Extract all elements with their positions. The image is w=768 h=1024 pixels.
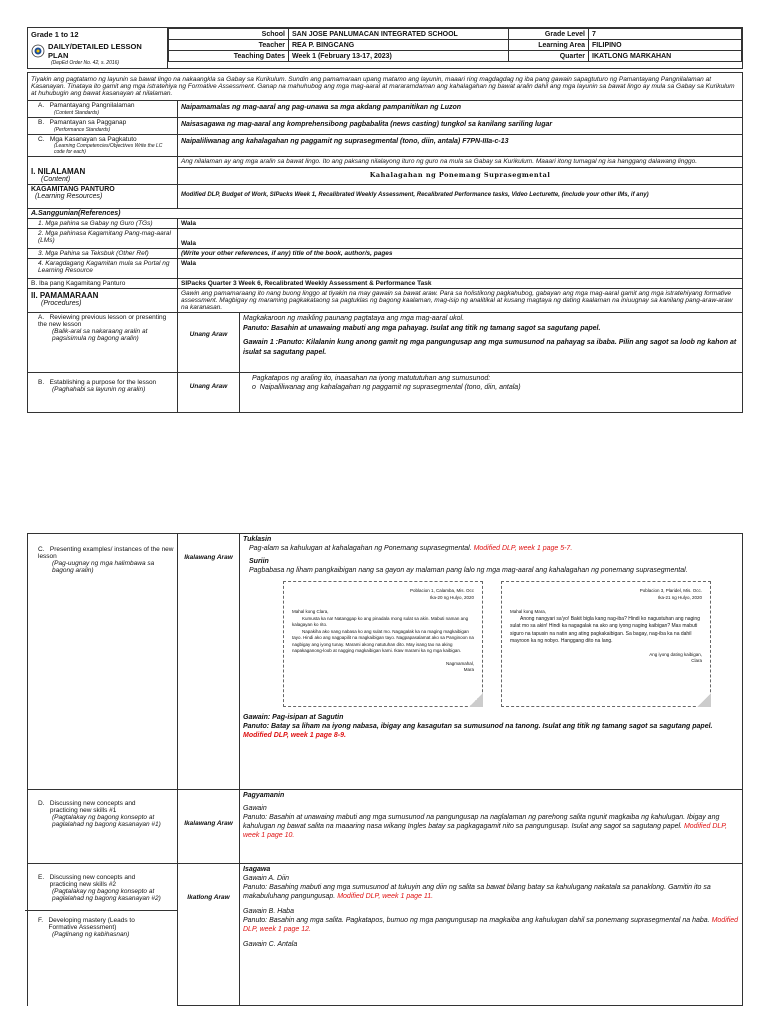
day-label: Ikalawang Araw: [178, 790, 240, 864]
teacher-label: Teacher: [169, 40, 289, 51]
learning-area-label: Learning Area: [509, 40, 589, 51]
procedure-row-a: A. Reviewing previous lesson or presenting the new lesson (Balik-aral sa nakaraang aralin at pagsisimula ng bagong aralin) Unang Araw Magkakaroon ng maikling paunang pagtataya ang mga mag-aaral ukol. Panuto: Basahin at unawaing mabuti ang mga pahayag. Isulat ang titik ng tamang sagot sa sagutang papel. Gawain 1 :Panuto: Kilalanin kung anong gamit ng mga pangungusap ang mga sumusunod na pahayag sa ibaba. Pilin ang sagot sa loob ng kahon at isulat sa sagutang papel.: [28, 313, 743, 373]
teaching-dates-value: Week 1 (February 13-17, 2023): [289, 51, 509, 62]
objective-value: Naisasagawa ng mag-aaral ang komprehensibong pagbabalita (news casting) tungkol sa kanilang sariling lugar: [178, 118, 743, 135]
objective-row: A. Pamantayang Pangnilalaman (Content Standards) Naipamamalas ng mag-aaral ang pag-unawa sa mga akdang pampanitikan ng Luzon: [28, 101, 743, 118]
learning-area-value: FILIPINO: [589, 40, 742, 51]
tuklasin-heading: Tuklasin: [243, 536, 272, 543]
lesson-plan-page-2: [27, 530, 743, 1006]
objective-value: Naipaliliwanag ang kahalagahan ng paggamit ng suprasegmental (tono, diin, antala) F7PN-IIIa-c-13: [178, 135, 743, 157]
procedure-row-c: C. Presenting examples/ instances of the new lesson (Pag-uugnay ng mga halimbawa sa bagong aralin) Ikalawang Araw Tuklasin Pag-alam sa kahulugan at kahalagahan ng Ponemang suprasegmental. Modified DLP, week 1 page 5-7. Suriin Pagbabasa ng liham pangkaibigan nang sa gayon ay malaman pang lalo ng mga mag-aaral ang kahalagahan ng ponemang suprasegmental. Poblacion 1, Calamba, Mis. Occ Ika-20 ng Hulyo, 2020 Mahal kong Clara, Kumusta ka na! Natanggap ko ang pinadala mong sulat sa akin. Mabuti naman ang kalagayan ko rito. Napakiha ako nang nabasa ko ang sulat mo. Nagagalak ka na maging magkaibigan tayo. Hindi ako ang nagpapilit na magkaibigan tayo. Nagpapasalamat ako sa Panginoon na nagbigay ang iyong tunay. Marami akong natutuhan dito. May isang tao na aking napakaganong-loob at nagging magkaibigan kami. Ikaw marami ka ng mga kaibigan. Nagmamahal, Mara Poblacion 3, Plaridel, Mis. Occ. Ika-21 ng Hulyo, 2020 Mahal kong Mara, Anong nangyari sa'yo! Bakit bigla kang nag-iba? Hindi ko nagustuhan ang naging sulat mo sa akin! Hindi ka nagagalak na ako ang iyong naging kaibigan? Mas mabuti siguro na tapusin na natin ang ating pagkakaibigan. Sa bagay, nag-iba ka na dahil mayroon ka ng nobyo. Hanggang dito na lang. Ang iyong dating kaibigan, Clara Gawain: Pag-isipan at Sagutin Panuto: Batay sa liham na iyong nabasa, ibigay ang kasagutan sa sumusunod na tanong. Isulat ang titik ng tamang sagot sa sagutang papel. Modified DLP, week 1 page 8-9.: [28, 534, 743, 790]
reference-row: 3. Mga Pahina sa Teksbuk (Other Ref) (Write your other references, if any) title of the book, author/s, pages: [28, 249, 743, 259]
grade-level-value: 7: [589, 29, 742, 40]
quarter-value: IKATLONG MARKAHAN: [589, 51, 742, 62]
reference-row: 1. Mga pahina sa Gabay ng Guro (TGs) Wala: [28, 219, 743, 229]
page-fold-icon: [469, 693, 483, 707]
school-value: SAN JOSE PANLUMACAN INTEGRATED SCHOOL: [289, 29, 509, 40]
plan-title: DAILY/DETAILED LESSON PLAN: [47, 42, 142, 60]
lesson-table-continued: [27, 533, 743, 1006]
other-resources-label: B. Iba pang Kagamitang Panturo: [28, 279, 178, 289]
page-fold-icon: [697, 693, 711, 707]
procedure-row-d: D. Discussing new concepts and practicing new skills #1 (Pagtalakay ng bagong konsepto at paglalahad ng bagong kasanayan #1) Ikalawang Araw Pagyamanin Gawain Panuto: Basahin at unawaing mabuti ang mga sumusunod na pangungusap na naglalaman ng parehong salita ngunit magkaiba ng kahulugan. Ibigay ang kahulugan ng bawat salita na maaaring nasa wikang Ingles batay sa pagkagagamit nito sa pangungusap. Isulat ang sagot sa sagutang papel. Modified DLP, week 1 page 10.: [28, 790, 743, 864]
day-label: Unang Araw: [178, 373, 240, 413]
procedure-row-f: F. Developing mastery (Leads to Formative Assessment) (Paglinang ng kabihasnan): [25, 910, 177, 938]
resources-label: KAGAMITANG PANTURO: [31, 186, 115, 193]
references-label: A.Sanggunian(References): [28, 209, 743, 219]
objective-value: Naipamamalas ng mag-aaral ang pag-unawa sa mga akdang pampanitikan ng Luzon: [178, 101, 743, 118]
header-block: [27, 27, 743, 69]
deped-order: (DepEd Order No. 42, s. 2016): [51, 60, 120, 66]
content-label: I. NILALAMAN: [31, 167, 86, 176]
quarter-label: Quarter: [509, 51, 589, 62]
objective-label: Pamantayang Pangnilalaman: [49, 102, 135, 109]
objective-row: C. Mga Kasanayan sa Pagkatuto (Learning Competencies/Objectives Write the LC code for each) Naipaliliwanag ang kahalagahan ng paggamit ng suprasegmental (tono, diin, antala) F7PN-IIIa-c-13: [28, 135, 743, 157]
deped-seal-icon: [31, 44, 45, 58]
other-resources-value: SIPacks Quarter 3 Week 6, Recalibrated Weekly Assessment & Performance Task: [178, 279, 743, 289]
day-label: Unang Araw: [178, 313, 240, 373]
day-label: Ikatlong Araw: [178, 864, 240, 1006]
suriin-heading: Suriin: [249, 558, 269, 565]
objective-label: Mga Kasanayan sa Pagkatuto: [49, 136, 137, 143]
procedures-label: II. PAMAMARAAN: [31, 291, 99, 300]
content-note: Ang nilalaman ay ang mga aralin sa bawat lingo. Ito ang paksang nilalayong ituro ng guro na mula sa Gabay sa Kurikulum. Maaari itong tumagal ng isa hanggang dalawang linggo.: [178, 157, 743, 168]
lesson-plan-page-1: [27, 27, 743, 413]
teaching-dates-label: Teaching Dates: [169, 51, 289, 62]
objective-label: Pamantayan sa Pagganap: [49, 119, 127, 126]
reference-row: 2. Mga pahinasa Kagamitang Pang-mag-aaral (LMs) Wala: [28, 229, 743, 249]
school-label: School: [169, 29, 289, 40]
reference-row: 4. Karagdagang Kagamitan mula sa Portal ng Learning Resource Wala: [28, 259, 743, 279]
day-label: Ikalawang Araw: [178, 534, 240, 790]
bullet-icon: o: [252, 384, 260, 391]
letter-card: Poblacion 3, Plaridel, Mis. Occ. Ika-21 ng Hulyo, 2020 Mahal kong Mara, Anong nangyari sa'yo! Bakit bigla kang nag-iba? Hindi ko nagustuhan ang naging sulat mo sa akin! Hindi ka nagagalak na ako ang iyong naging kaibigan? Mas mabuti siguro na tapusin na natin ang ating pagkakaibigan. Sa bagay, nag-iba ka na dahil mayroon ka ng nobyo. Hanggang dito na lang. Ang iyong dating kaibigan, Clara: [501, 581, 711, 707]
isagawa-heading: Isagawa: [243, 866, 271, 873]
letter-card: Poblacion 1, Calamba, Mis. Occ Ika-20 ng Hulyo, 2020 Mahal kong Clara, Kumusta ka na! Natanggap ko ang pinadala mong sulat sa akin. Mabuti naman ang kalagayan ko rito. Napakiha ako nang nabasa ko ang sulat mo. Nagagalak ka na maging magkaibigan tayo. Hindi ako ang nagpapilit na magkaibigan tayo. Nagpapasalamat ako sa Panginoon na nagbigay ang iyong tunay. Marami akong natutuhan dito. May isang tao na aking napakaganong-loob at nagging magkaibigan kami. Ikaw marami ka ng mga kaibigan. Nagmamahal, Mara: [283, 581, 483, 707]
procedure-row-e: E. Discussing new concepts and practicing new skills #2 (Pagtalakay ng bagong konsepto at paglalahad ng bagong kasanayan #2) F. Developing mastery (Leads to Formative Assessment) (Paglinang ng kabihasnan) Ikatlong Araw Isagawa Gawain A. Diin Panuto: Basahing mabuti ang mga sumusunod at tukuyin ang diin ng salita sa bawat bilang batay sa kahulugang nakatala sa panaklong. Gamitin ito sa makabuluhang pangungusap. Modified DLP, week 1 page 11. Gawain B. Haba Panuto: Basahin ang mga salita. Pagkatapos, bumuo ng mga pangungusap na magkaiba ang kahulugan dahil sa ponemang suprasegmental na haba. Modified DLP, week 1 page 12. Gawain C. Antala: [28, 864, 743, 1006]
header-left: [28, 28, 168, 68]
gawain-heading: Gawain: Pag-isipan at Sagutin: [243, 714, 344, 721]
teacher-value: REA P. BINGCANG: [289, 40, 509, 51]
objective-row: B. Pamantayan sa Pagganap (Performance Standards) Naisasagawa ng mag-aaral ang komprehensibong pagbabalita (news casting) tungkol sa kanilang sariling lugar: [28, 118, 743, 135]
procedure-row-b: B. Establishing a purpose for the lesson (Paghahabi sa layunin ng aralin) Unang Araw Pagkatapos ng araling ito, inaasahan na iyong matututuhan ang sumusunod: o Naipaliliwanag ang kahalagahan ng paggamit ng suprasegmental (tono, diin, antala): [28, 373, 743, 413]
grade-range: Grade 1 to 12: [31, 30, 79, 39]
letter-images: [283, 581, 739, 707]
lesson-table: Tiyakin ang pagtatamo ng layunin sa bawat lingo na nakaangkla sa Gabay sa Kurikulum. Sundin ang pamamaraan upang matamo ang layunin, maaari ring magdagdag ng iba pang gawain sapagtuturo ng Pamantayang Pangnilalaman at Kasanayan. Tinataya ito gamit ang mga istratehiya ng Formative Assessment. Ganap na mahuhubog ang mga mag-aaral at mararamdaman ang kahalagahan ng bawat aralin dahil ang mga layunin sa bawat lingo ay mula sa Gabay sa Kurikulum at huhubugin ang bawat kasanayan at nilalaman. A. Pamantayang Pangnilalaman (Content Standards) Naipamamalas ng mag-aaral ang pag-unawa sa mga akdang pampanitikan ng Luzon B. Pamantayan sa Pagganap (Performance Standards) Naisasagawa ng mag-aaral ang komprehensibong pagbabalita (news casting) tungkol sa kanilang sariling lugar C. Mga Kasanayan sa Pagkatuto (Learning Competencies/Objectives Write the LC code for each) Naipaliliwanag ang kahalagahan ng paggamit ng suprasegmental (tono, diin, antala) F7PN-IIIa-c-13 I. NILALAMAN (Content) Ang nilalaman ay ang mga aralin sa bawat lingo. Ito ang paksang nilalayong ituro ng guro na mula sa Gabay sa Kurikulum. Maaari itong tumagal ng isa hanggang dalawang linggo. Kahalagahan ng Ponemang Suprasegmental KAGAMITANG PANTURO (Learning Resources) Modified DLP, Budget of Work, SIPacks Week 1, Recalibrated Weekly Assessment, Recalibrated Performance tasks, Video Lecturette, (include your other IMs, if any) A.Sanggunian(References) 1. Mga pahina sa Gabay ng Guro (TGs) Wala 2. Mga pahinasa Kagamitang Pang-mag-aaral (LMs) Wala 3. Mga Pahina sa Teksbuk (Other Ref) (Write your other references, if any) title of the book, author/s, pages 4. Karagdagang Kagamitan mula sa Portal ng Learning Resource Wala B. Iba pang Kagamitang Panturo SIPacks Quarter 3 Week 6, Recalibrated Weekly Assessment & Performance Task II. PAMAMARAAN (Procedures) Gawin ang pamamaraang ito nang buong linggo at tiyakin na may gawain sa bawat araw. Para sa holistikong pagkahubog, gabayan ang mga mag-aaral gamit ang mga istratehiyang formative assessment. Magbigay ng maraming pagkakataong sa pagtuklas ng bagong kaalaman, mag-isip ng analitikal at kusang magtaya ng dating kaalaman na iniuugnay sa kanilang pang-araw-araw na karanasan. A. Reviewing previous lesson or presenting the new lesson (Balik-aral sa nakaraang aralin at pagsisimula ng bagong aralin) Unang Araw Magkakaroon ng maikling paunang pagtataya ang mga mag-aaral ukol. Panuto: Basahin at unawaing mabuti ang mga pahayag. Isulat ang titik ng tamang sagot sa sagutang papel. Gawain 1 :Panuto: Kilalanin kung anong gamit ng mga pangungusap ang mga sumusunod na pahayag sa ibaba. Pilin ang sagot sa loob ng kahon at isulat sa sagutang papel. B. Establishing a purpose for the lesson (Paghahabi sa layunin ng aralin) Unang Araw Pagkatapos ng araling ito, inaasahan na iyong matututuhan ang sumusunod: o Naipaliliwanag ang kahalagahan ng paggamit ng suprasegmental (tono, diin, antala): [27, 72, 743, 413]
procedures-note: Gawin ang pamamaraang ito nang buong linggo at tiyakin na may gawain sa bawat araw. Para sa holistikong pagkahubog, gabayan ang mga mag-aaral gamit ang mga istratehiyang formative assessment. Magbigay ng maraming pagkakataong sa pagtuklas ng bagong kaalaman, mag-isip ng analitikal at kusang magtaya ng dating kaalaman na iniuugnay sa kanilang pang-araw-araw na karanasan.: [178, 289, 743, 313]
lesson-title: Kahalagahan ng Ponemang Suprasegmental: [178, 168, 743, 185]
header-right: [168, 28, 742, 68]
resources-value: Modified DLP, Budget of Work, SIPacks Week 1, Recalibrated Weekly Assessment, Recalibrated Performance tasks, Video Lecturette, (include your other IMs, if any): [178, 185, 743, 209]
grade-level-label: Grade Level: [509, 29, 589, 40]
intro-note: Tiyakin ang pagtatamo ng layunin sa bawat lingo na nakaangkla sa Gabay sa Kurikulum. Sundin ang pamamaraan upang matamo ang layunin, maaari ring magdagdag ng iba pang gawain sapagtuturo ng Pamantayang Pangnilalaman at Kasanayan. Tinataya ito gamit ang mga istratehiya ng Formative Assessment. Ganap na mahuhubog ang mga mag-aaral at mararamdaman ang kahalagahan ng bawat aralin dahil ang mga layunin sa bawat lingo ay mula sa Gabay sa Kurikulum at huhubugin ang bawat kasanayan at nilalaman.: [28, 73, 743, 101]
pagyamanin-heading: Pagyamanin: [243, 792, 285, 799]
